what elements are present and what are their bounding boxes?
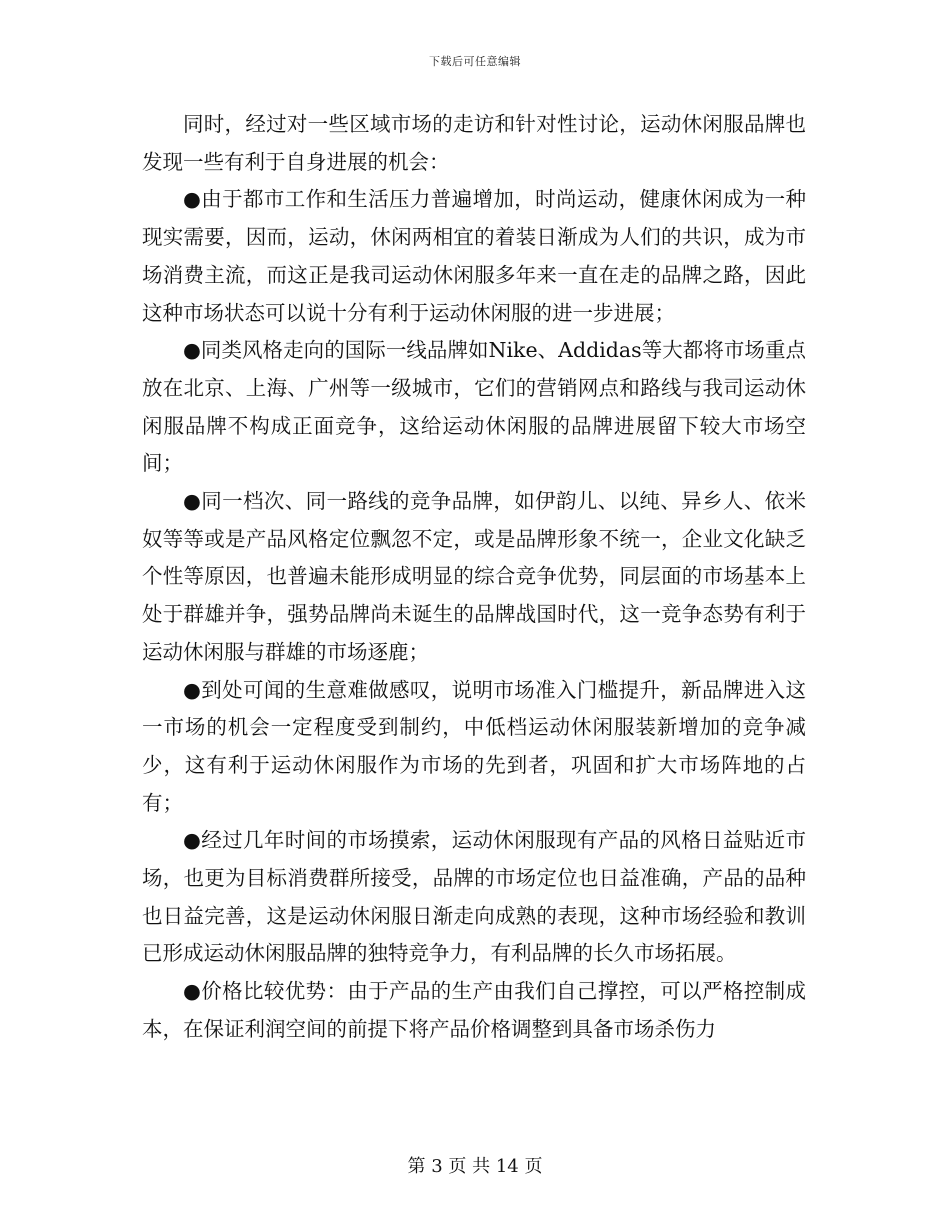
paragraph-bullet-3: ●同一档次、同一路线的竞争品牌，如伊韵儿、以纯、异乡人、依米奴等等或是产品风格定位飘忽不定，或是品牌形象不统一，企业文化缺乏个性等原因，也普遍未能形成明显的综合竞争优势，同层面的市场基本上处于群雄并争，强势品牌尚未诞生的品牌战国时代，这一竞争态势有利于运动休闲服与群雄的市场逐鹿； [142, 489, 806, 664]
document-body [142, 106, 806, 1049]
page-header-note: 下载后可任意编辑 [429, 55, 521, 68]
paragraph-bullet-6: ●价格比较优势：由于产品的生产由我们自己撑控，可以严格控制成本，在保证利润空间的前提下将产品价格调整到具备市场杀伤力 [142, 979, 806, 1041]
paragraph-bullet-2: ●同类风格走向的国际一线品牌如Nike、Addidas等大都将市场重点放在北京、上海、广州等一级城市，它们的营销网点和路线与我司运动休闲服品牌不构成正面竞争，这给运动休闲服的品牌进展留下较大市场空间； [142, 338, 806, 476]
paragraph-bullet-1: ●由于都市工作和生活压力普遍增加，时尚运动，健康休闲成为一种现实需要，因而，运动，休闲两相宜的着装日渐成为人们的共识，成为市场消费主流，而这正是我司运动休闲服多年来一直在走的品牌之路，因此这种市场状态可以说十分有利于运动休闲服的进一步进展； [142, 187, 806, 325]
paragraph-bullet-4: ●到处可闻的生意难做感叹，说明市场准入门槛提升，新品牌进入这一市场的机会一定程度受到制约，中低档运动休闲服装新增加的竞争减少，这有利于运动休闲服作为市场的先到者，巩固和扩大市场阵地的占有； [142, 677, 806, 815]
paragraph-intro: 同时，经过对一些区域市场的走访和针对性讨论，运动休闲服品牌也发现一些有利于自身进展的机会： [142, 112, 806, 174]
page-number-footer: 第 3 页 共 14 页 [407, 1156, 543, 1177]
paragraph-bullet-5: ●经过几年时间的市场摸索，运动休闲服现有产品的风格日益贴近市场，也更为目标消费群所接受，品牌的市场定位也日益准确，产品的品种也日益完善，这是运动休闲服日渐走向成熟的表现，这种市场经验和教训已形成运动休闲服品牌的独特竞争力，有利品牌的长久市场拓展。 [142, 828, 806, 966]
